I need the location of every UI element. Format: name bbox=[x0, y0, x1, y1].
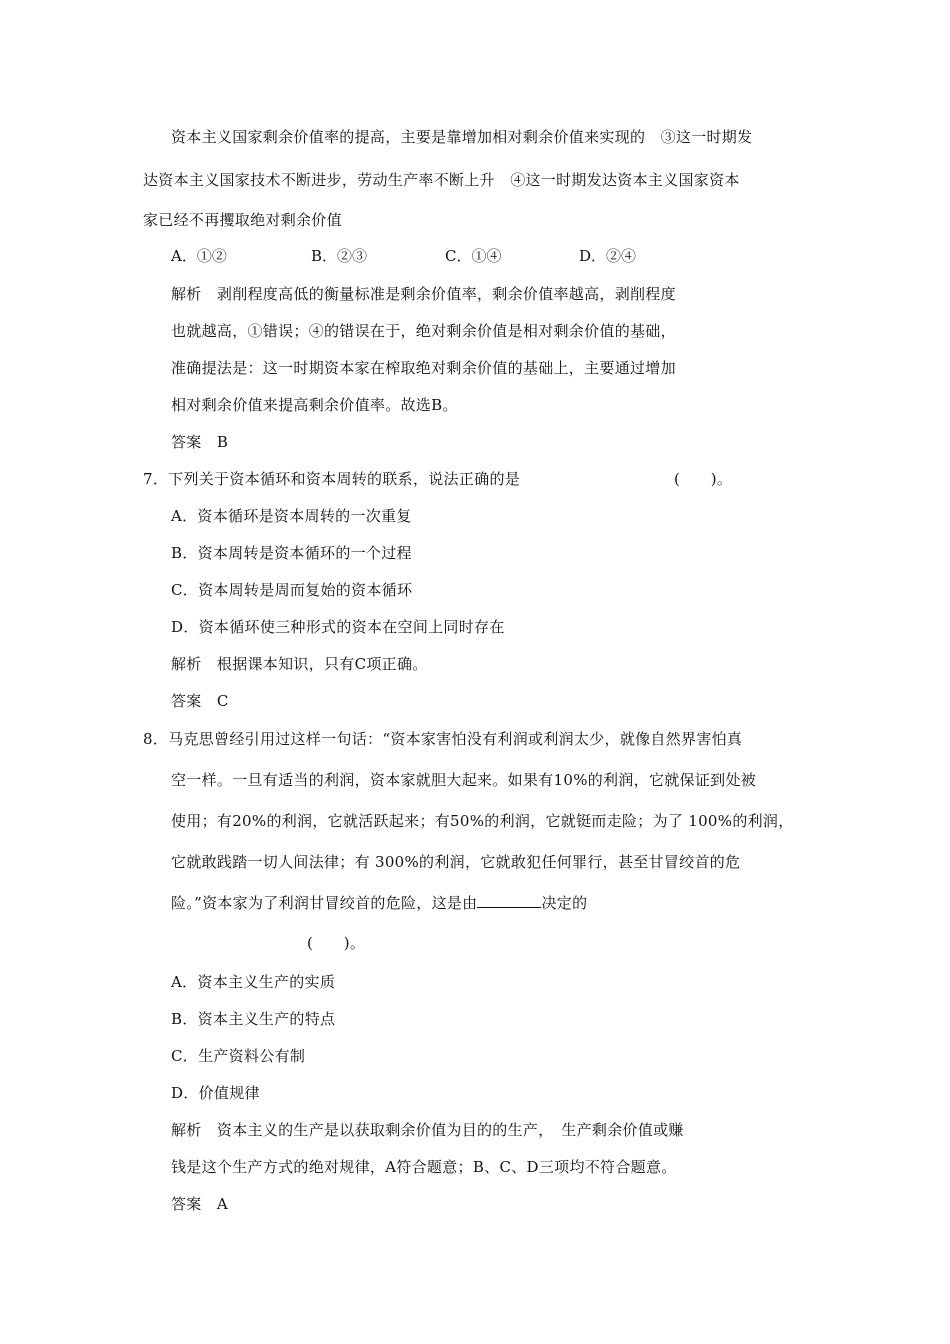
q8-option-d: D．价值规律 bbox=[171, 1084, 260, 1102]
q6-stem-line-2: 达资本主义国家技术不断进步，劳动生产率不断上升 ④这一时期发达资本主义国家资本 bbox=[143, 171, 740, 189]
q7-option-d: D．资本循环使三种形式的资本在空间上同时存在 bbox=[171, 618, 505, 636]
q6-options bbox=[0, 246, 950, 266]
q7-option-b: B．资本周转是资本循环的一个过程 bbox=[171, 544, 412, 562]
q6-analysis-line-2: 也就越高，①错误；④的错误在于，绝对剩余价值是相对剩余价值的基础， bbox=[171, 322, 676, 340]
q8-answer: 答案 A bbox=[171, 1195, 229, 1213]
q7-answer-paren: ( )。 bbox=[674, 470, 733, 488]
q6-analysis-line-4: 相对剩余价值来提高剩余价值率。故选B。 bbox=[171, 396, 458, 414]
q6-option-a: A．①② bbox=[171, 247, 227, 265]
q6-stem-line-1: 资本主义国家剩余价值率的提高，主要是靠增加相对剩余价值来实现的 ③这一时期发 bbox=[171, 128, 753, 146]
q6-stem-line-3: 家已经不再攫取绝对剩余价值 bbox=[143, 211, 342, 229]
q8-stem-line-4: 它就敢践踏一切人间法律；有 300%的利润，它就敢犯任何罪行，甚至甘冒绞首的危 bbox=[171, 853, 741, 871]
q6-analysis-line-3: 准确提法是：这一时期资本家在榨取绝对剩余价值的基础上，主要通过增加 bbox=[171, 359, 676, 377]
q8-fill-blank bbox=[477, 893, 541, 908]
q8-option-b: B．资本主义生产的特点 bbox=[171, 1010, 336, 1028]
q8-stem-before-blank: 险。”资本家为了利润甘冒绞首的危险，这是由 bbox=[171, 894, 478, 912]
q7-option-c: C．资本周转是周而复始的资本循环 bbox=[171, 581, 413, 599]
q7-option-a: A．资本循环是资本周转的一次重复 bbox=[171, 507, 412, 525]
q8-analysis-line-1: 解析 资本主义的生产是以获取剩余价值为目的的生产， 生产剩余价值或赚 bbox=[171, 1121, 684, 1139]
q7-analysis: 解析 根据课本知识，只有C项正确。 bbox=[171, 655, 428, 673]
q6-analysis-line-1: 解析 剥削程度高低的衡量标准是剩余价值率，剩余价值率越高，剥削程度 bbox=[171, 285, 676, 303]
q8-analysis-line-2: 钱是这个生产方式的绝对规律，A符合题意；B、C、D三项均不符合题意。 bbox=[171, 1158, 677, 1176]
q8-option-c: C．生产资料公有制 bbox=[171, 1047, 306, 1065]
q8-stem-after-blank: 决定的 bbox=[541, 894, 588, 912]
q6-option-b: B．②③ bbox=[311, 247, 368, 265]
q7-answer: 答案 C bbox=[171, 692, 229, 710]
q8-option-a: A．资本主义生产的实质 bbox=[171, 973, 336, 991]
q6-answer: 答案 B bbox=[171, 433, 229, 451]
q6-option-c: C．①④ bbox=[445, 247, 502, 265]
q8-stem-line-5 bbox=[171, 893, 587, 913]
q8-stem-line-1: 8．马克思曾经引用过这样一句话：“资本家害怕没有利润或利润太少，就像自然界害怕真 bbox=[143, 730, 743, 748]
q8-stem-line-3: 使用；有20%的利润，它就活跃起来；有50%的利润，它就铤而走险；为了 100%的利润， bbox=[171, 812, 794, 830]
q8-stem-line-2: 空一样。一旦有适当的利润，资本家就胆大起来。如果有10%的利润，它就保证到处被 bbox=[171, 771, 757, 789]
q7-stem: 7．下列关于资本循环和资本周转的联系，说法正确的是 bbox=[143, 470, 521, 488]
q6-option-d: D．②④ bbox=[579, 247, 637, 265]
q8-answer-paren: ( )。 bbox=[307, 934, 366, 952]
